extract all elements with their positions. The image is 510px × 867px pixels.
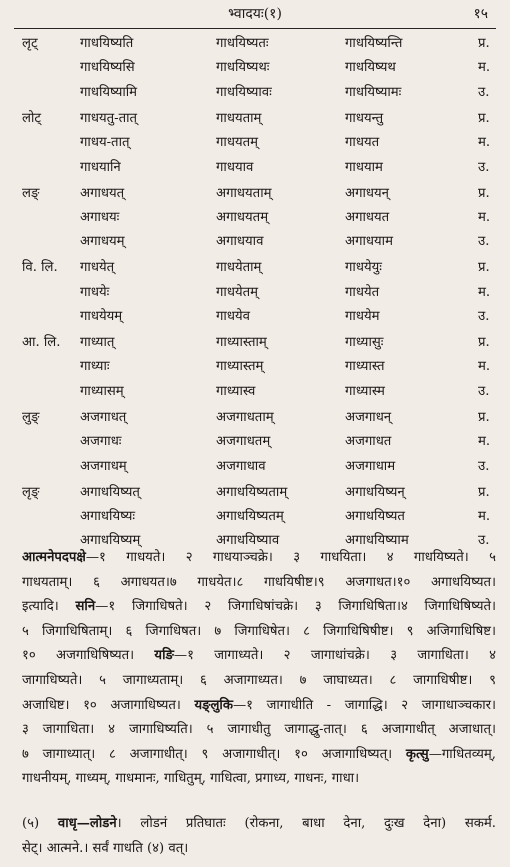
table-row <box>0 430 510 454</box>
text-segment: इत्यादि। <box>22 599 76 615</box>
lakara-group <box>0 256 510 329</box>
table-row <box>0 206 510 230</box>
table-row <box>0 81 510 105</box>
text-segment: अजाधिष्ट। १० अजागाधिष्यत। <box>22 697 195 713</box>
person-label: प्र. <box>478 185 490 201</box>
lakara-group <box>0 406 510 479</box>
lakara-group <box>0 107 510 180</box>
verb-form: अगाधयिष्यत <box>345 508 405 524</box>
text-segment: ५ जिगाधिषिताम्। ६ जिगाधिषत। ७ जिगाधिषेत। ८ जिगाधिषिषीष्ट। ९ अजिगाधिषिष्ट। <box>22 623 496 639</box>
text-segment: जागाधिष्यते। ५ जागाध्यताम्। ६ अजागाध्यत। ७ जाघाध्यत। ८ जागाधिषीष्ट। ९ <box>22 672 496 688</box>
bold-term: सनि <box>75 599 96 615</box>
bold-term: वाधृ—लोडने <box>57 816 117 831</box>
verb-form: गाधयतु-तात् <box>80 110 138 126</box>
table-row <box>0 281 510 305</box>
text-segment: ३ जागाधिता। ४ जागाधिष्यति। ५ जागाधीतु जागाद्धु-तात्। ६ अजागाधीत् अजाधात्। <box>22 722 496 738</box>
person-label: म. <box>478 508 491 524</box>
person-label: उ. <box>478 533 490 549</box>
verb-form: अगाधयः <box>80 209 120 225</box>
lakara-group <box>0 331 510 404</box>
verb-form: गाधयेयुः <box>345 260 382 276</box>
lakara-label: लङ् <box>22 185 40 201</box>
table-row <box>0 131 510 155</box>
verb-form: गाधयाम <box>345 159 383 175</box>
verb-form: गाधय-तात् <box>80 135 130 151</box>
verb-form: अजगाधाव <box>216 458 266 474</box>
person-label: उ. <box>478 458 490 474</box>
text-segment: —१ जागाध्यते। २ जागाधांचक्रे। ३ जागाधिता। ४ <box>173 648 496 664</box>
person-label: प्र. <box>478 110 490 126</box>
verb-form: गाध्यात् <box>80 335 115 351</box>
header-rule <box>14 28 496 29</box>
table-row <box>0 107 510 131</box>
verb-form: अजगाधताम् <box>216 409 274 425</box>
text-segment: —१ गाधयते। २ गाधयाञ्चक्रे। ३ गाधयिता। ४ गाधयिष्यते। ५ <box>85 550 496 565</box>
table-row <box>0 32 510 56</box>
person-label: म. <box>478 60 491 76</box>
text-segment: । लोडनं प्रतिघातः (रोकना, बाधा देना, दुःख देना) सकर्म. <box>116 816 496 831</box>
verb-form: गाधयेतम् <box>216 284 259 300</box>
verb-form: गाध्यास्तम् <box>216 359 264 375</box>
verb-form: गाध्यास्त <box>345 359 385 375</box>
text-segment: —१ जिगाधिषते। २ जिगाधिषांचक्रे। ३ जिगाधिषिता।४ जिगाधिषिष्यते। <box>95 599 496 615</box>
verb-form: गाध्यासुः <box>345 335 384 351</box>
verb-form: गाधयताम् <box>216 110 262 126</box>
text-line <box>22 812 496 837</box>
person-label: प्र. <box>478 260 490 276</box>
lakara-label: लुङ् <box>22 409 40 425</box>
person-label: म. <box>478 135 491 151</box>
verb-form: अगाधयत <box>345 209 390 225</box>
conjugation-table <box>0 32 510 555</box>
verb-form: गाधयेम <box>345 309 380 325</box>
lakara-label: वि. लि. <box>22 260 58 276</box>
person-label: प्र. <box>478 36 490 51</box>
person-label: उ. <box>478 84 490 100</box>
atmanepada-paragraph <box>22 546 496 792</box>
person-label: उ. <box>478 383 490 399</box>
verb-form: अगाधयत् <box>80 185 125 201</box>
lakara-label: लृङ् <box>22 484 40 500</box>
table-row <box>0 355 510 379</box>
table-row <box>0 481 510 505</box>
verb-form: अगाधयिष्यन् <box>345 484 405 500</box>
verb-form: गाधयानि <box>80 159 121 175</box>
text-segment: गाधयताम्। ६ अगाधयत।७ गाधयेत।८ गाधयिषीष्ट।९ अजगाधत।१० अगाधयिष्यत। <box>22 574 496 590</box>
text-line <box>22 595 496 620</box>
table-row <box>0 56 510 80</box>
verb-form: गाधयिष्यतः <box>216 36 269 51</box>
verb-form: अगाधयतम् <box>216 209 269 225</box>
table-row <box>0 156 510 180</box>
person-label: म. <box>478 434 491 450</box>
verb-form: गाध्यास्म <box>345 383 385 399</box>
person-label: प्र. <box>478 484 490 500</box>
table-row <box>0 380 510 404</box>
verb-form: अगाधयम् <box>80 234 125 250</box>
verb-form: गाधयिष्यति <box>80 36 134 51</box>
verb-form: अजगाधाम <box>345 458 396 474</box>
lakara-group <box>0 182 510 255</box>
verb-form: गाधयेव <box>216 309 250 325</box>
lakara-group <box>0 32 510 105</box>
verb-form: अगाधयिष्यः <box>80 508 136 524</box>
table-row <box>0 230 510 254</box>
text-line <box>22 837 496 862</box>
verb-form: गाधयिष्यसि <box>80 60 135 76</box>
person-label: म. <box>478 359 491 375</box>
text-line <box>22 571 496 596</box>
verb-form: गाधयिष्यामः <box>345 84 402 100</box>
person-label: म. <box>478 284 491 300</box>
verb-form: गाध्यास्व <box>216 383 256 399</box>
person-label: प्र. <box>478 409 490 425</box>
table-row <box>0 256 510 280</box>
lakara-label: लोट् <box>22 110 42 126</box>
text-segment: —१ जागाधीति - जागाद्धि। २ जागाधाञ्चकार। <box>232 697 497 713</box>
text-line <box>22 546 496 571</box>
table-row <box>0 182 510 206</box>
bold-term: यङ्लुकि <box>194 697 233 713</box>
text-segment: गाधनीयम्, गाध्यम्, गाधमानः, गाधितुम्, गाधित्वा, प्रगाध्य, गाधनः, गाधा। <box>22 771 360 787</box>
person-label: प्र. <box>478 335 490 351</box>
verb-form: अगाधयिष्याव <box>216 533 280 549</box>
verb-form: अजगाधः <box>80 434 122 450</box>
root-entry-paragraph <box>22 812 496 861</box>
verb-form: गाधयत <box>345 135 380 151</box>
verb-form: गाधयिष्यावः <box>216 84 272 100</box>
verb-form: अजगाधम् <box>80 458 127 474</box>
bold-term: यङि <box>154 648 174 664</box>
verb-form: गाधयिष्यामि <box>80 84 138 100</box>
text-segment: —गाधितव्यम्, <box>428 746 496 762</box>
verb-form: अजगाधतम् <box>216 434 271 450</box>
table-row <box>0 505 510 529</box>
text-line <box>22 620 496 645</box>
verb-form: अजगाधन् <box>345 409 392 425</box>
table-row <box>0 455 510 479</box>
text-segment: १० अजगाधिषिष्यत। <box>22 648 155 664</box>
page-number: १५ <box>473 6 488 22</box>
verb-form: गाधयतम् <box>216 135 259 151</box>
verb-form: अगाधयिष्यतम् <box>216 508 284 524</box>
table-row <box>0 406 510 430</box>
verb-form: अजगाधत् <box>80 409 127 425</box>
text-segment: सेट्। आत्मने.। सर्वं गाधति (४) वत्। <box>22 840 189 856</box>
text-line <box>22 767 496 792</box>
person-label: उ. <box>478 309 490 325</box>
bold-term: कृत्सु <box>405 746 429 762</box>
text-line <box>22 669 496 694</box>
text-line <box>22 644 496 669</box>
table-row <box>0 331 510 355</box>
verb-form: गाधयिष्यथः <box>216 60 270 76</box>
verb-form: अगाधयताम् <box>216 185 272 201</box>
verb-form: गाधयेताम् <box>216 260 262 276</box>
verb-form: गाधयन्तु <box>345 110 384 126</box>
verb-form: अगाधयाव <box>216 234 264 250</box>
page-title: भ्वादयः(१) <box>228 6 282 22</box>
verb-form: गाध्यासम् <box>80 383 124 399</box>
person-label: म. <box>478 209 491 225</box>
text-line <box>22 743 496 768</box>
text-segment: ७ जागाध्यात्। ८ अजागाधीत्। ९ अजागाधीत्। १० अजागाधिष्यत्। <box>22 746 406 762</box>
verb-form: गाधयेत <box>345 284 380 300</box>
verb-form: अगाधयाम <box>345 234 393 250</box>
page-header <box>0 4 510 26</box>
lakara-label: लृट् <box>22 36 38 51</box>
lakara-group <box>0 481 510 554</box>
person-label: उ. <box>478 234 490 250</box>
verb-form: गाधयाव <box>216 159 254 175</box>
text-line <box>22 718 496 743</box>
verb-form: गाधयेत् <box>80 260 115 276</box>
person-label: उ. <box>478 159 490 175</box>
verb-form: गाधयेयम् <box>80 309 123 325</box>
verb-form: गाध्याः <box>80 359 110 375</box>
verb-form: अगाधयिष्यम् <box>80 533 141 549</box>
verb-form: गाधयिष्यन्ति <box>345 36 403 51</box>
bold-term: आत्मनेपदपक्षे <box>22 550 86 565</box>
table-row <box>0 305 510 329</box>
verb-form: अगाधयन् <box>345 185 389 201</box>
text-line <box>22 694 496 719</box>
lakara-label: आ. लि. <box>22 335 61 351</box>
text-segment: (५) <box>22 816 58 831</box>
verb-form: गाधयिष्यथ <box>345 60 396 76</box>
verb-form: अजगाधत <box>345 434 392 450</box>
verb-form: गाधयेः <box>80 284 110 300</box>
verb-form: अगाधयिष्यताम् <box>216 484 288 500</box>
verb-form: गाध्यास्ताम् <box>216 335 267 351</box>
verb-form: अगाधयिष्यत् <box>80 484 140 500</box>
verb-form: अगाधयिष्याम <box>345 533 409 549</box>
